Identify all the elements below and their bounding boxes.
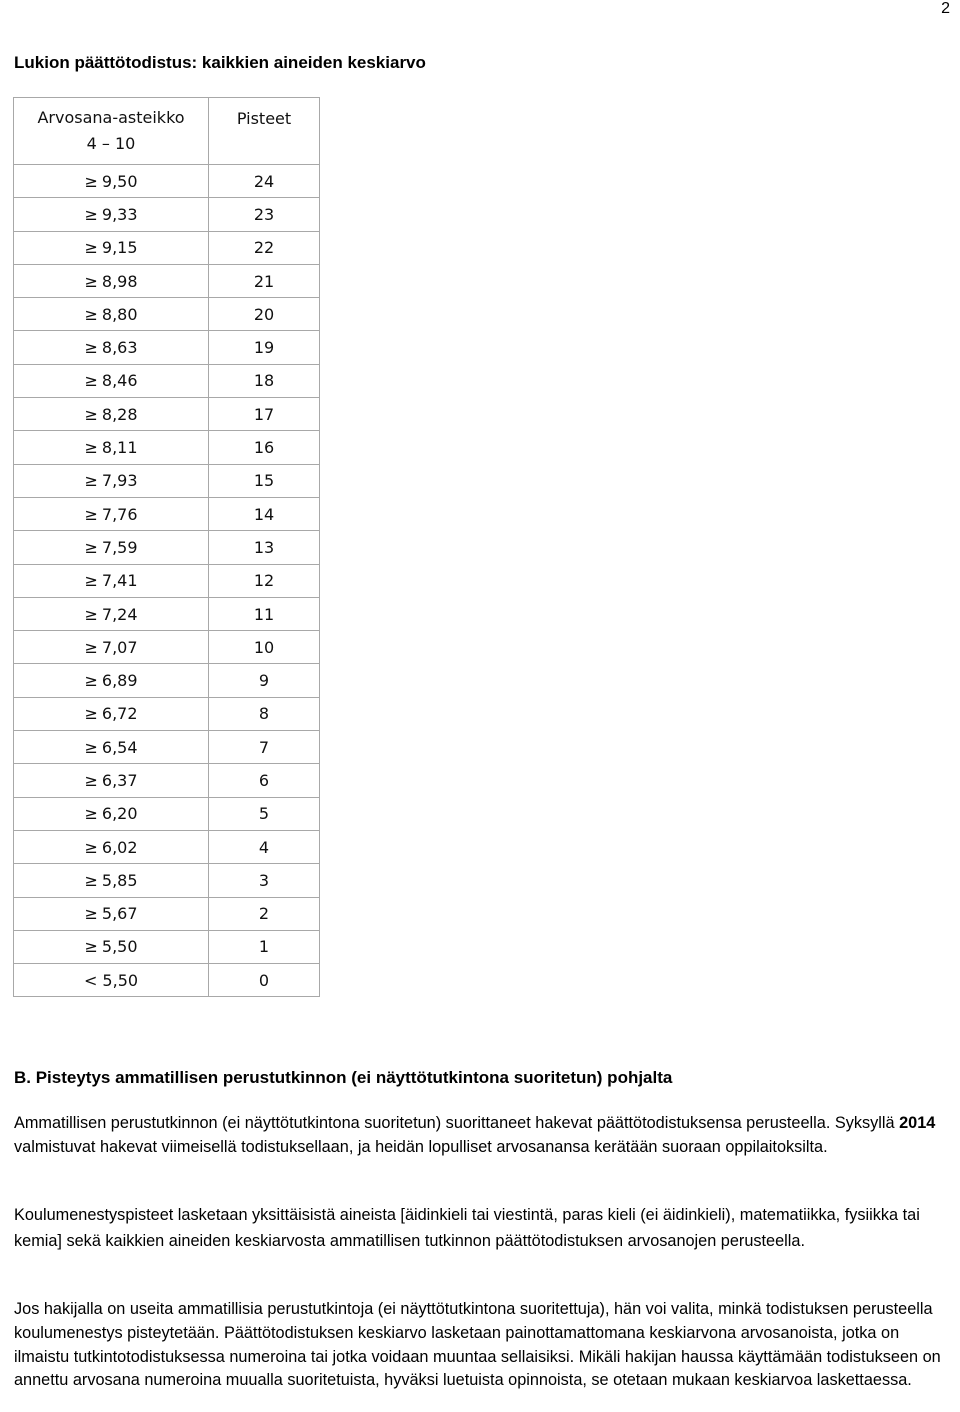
points-cell: 8 bbox=[209, 697, 320, 730]
table-row bbox=[14, 731, 320, 764]
greater-equal-symbol: ≥ bbox=[84, 338, 98, 358]
grade-value: 7,93 bbox=[101, 471, 138, 491]
greater-equal-symbol: ≥ bbox=[84, 537, 98, 557]
points-cell: 10 bbox=[209, 631, 320, 664]
table-row bbox=[14, 664, 320, 697]
table-row bbox=[14, 231, 320, 264]
header-grade-scale-label: Arvosana-asteikko bbox=[37, 108, 185, 127]
grade-value: 8,28 bbox=[101, 404, 138, 424]
points-cell: 2 bbox=[209, 897, 320, 930]
greater-equal-symbol: ≥ bbox=[84, 471, 98, 491]
greater-equal-symbol: ≥ bbox=[84, 171, 98, 191]
grade-value: 6,72 bbox=[101, 704, 138, 724]
greater-equal-symbol: ≥ bbox=[84, 604, 98, 624]
grade-value: 8,98 bbox=[101, 271, 138, 291]
table-header-row bbox=[14, 98, 320, 165]
header-points-label: Pisteet bbox=[236, 109, 292, 128]
greater-equal-symbol: ≥ bbox=[84, 404, 98, 424]
table-row bbox=[14, 697, 320, 730]
grade-cell bbox=[14, 464, 209, 497]
grade-table-body bbox=[14, 165, 320, 997]
grade-cell bbox=[14, 764, 209, 797]
header-grade-scale bbox=[14, 98, 209, 165]
greater-equal-symbol: ≥ bbox=[84, 737, 98, 757]
points-cell: 6 bbox=[209, 764, 320, 797]
points-cell: 14 bbox=[209, 497, 320, 530]
table-row bbox=[14, 431, 320, 464]
grade-cell: < 5,50 bbox=[14, 964, 209, 997]
grade-cell bbox=[14, 930, 209, 963]
grade-value: 8,63 bbox=[101, 338, 138, 358]
points-cell: 21 bbox=[209, 264, 320, 297]
grade-value: 5,85 bbox=[101, 870, 138, 890]
grade-value: 7,59 bbox=[101, 537, 138, 557]
table-row bbox=[14, 564, 320, 597]
points-cell: 7 bbox=[209, 731, 320, 764]
grade-value: 7,24 bbox=[101, 604, 138, 624]
grade-value: 7,41 bbox=[101, 571, 138, 591]
points-cell: 3 bbox=[209, 864, 320, 897]
grade-cell bbox=[14, 864, 209, 897]
paragraph-graduation-basis bbox=[14, 1112, 949, 1159]
greater-equal-symbol: ≥ bbox=[84, 304, 98, 324]
table-row bbox=[14, 398, 320, 431]
table-row bbox=[14, 597, 320, 630]
grade-cell bbox=[14, 731, 209, 764]
table-row bbox=[14, 331, 320, 364]
grade-cell bbox=[14, 631, 209, 664]
points-cell: 20 bbox=[209, 298, 320, 331]
section-b-title: B. Pisteytys ammatillisen perustutkinnon (ei näyttötutkintona suoritetun) pohjalta bbox=[14, 1068, 673, 1087]
table-row bbox=[14, 864, 320, 897]
grade-cell bbox=[14, 198, 209, 231]
greater-equal-symbol: ≥ bbox=[84, 504, 98, 524]
grade-cell bbox=[14, 531, 209, 564]
grade-value: 9,50 bbox=[101, 171, 138, 191]
grade-cell bbox=[14, 331, 209, 364]
grade-cell bbox=[14, 165, 209, 198]
points-cell: 4 bbox=[209, 830, 320, 863]
table-row bbox=[14, 964, 320, 997]
greater-equal-symbol: ≥ bbox=[84, 671, 98, 691]
table-row bbox=[14, 631, 320, 664]
greater-equal-symbol: ≥ bbox=[84, 637, 98, 657]
header-grade-scale-range: 4 – 10 bbox=[86, 134, 136, 153]
points-cell: 24 bbox=[209, 165, 320, 198]
table-row bbox=[14, 797, 320, 830]
grade-value: 9,15 bbox=[101, 238, 138, 258]
section-a-title: Lukion päättötodistus: kaikkien aineiden keskiarvo bbox=[14, 53, 426, 72]
greater-equal-symbol: ≥ bbox=[84, 571, 98, 591]
grade-value: 6,89 bbox=[101, 671, 138, 691]
grade-value: 5,67 bbox=[101, 904, 138, 924]
greater-equal-symbol: ≥ bbox=[84, 371, 98, 391]
paragraph-text: Ammatillisen perustutkinnon (ei näyttötutkintona suoritetun) suorittaneet hakevat päättötodistuksensa perusteella. Syksyllä bbox=[14, 1114, 900, 1132]
grade-value: 8,80 bbox=[101, 304, 138, 324]
table-row bbox=[14, 531, 320, 564]
points-cell: 16 bbox=[209, 431, 320, 464]
grade-value: 9,33 bbox=[101, 204, 138, 224]
points-cell: 15 bbox=[209, 464, 320, 497]
grade-cell bbox=[14, 431, 209, 464]
points-cell: 13 bbox=[209, 531, 320, 564]
points-cell: 23 bbox=[209, 198, 320, 231]
grade-value: 5,50 bbox=[101, 937, 138, 957]
points-cell: 12 bbox=[209, 564, 320, 597]
grade-points-table bbox=[13, 97, 320, 997]
grade-value: 6,54 bbox=[101, 737, 138, 757]
grade-value: 8,46 bbox=[101, 371, 138, 391]
grade-cell bbox=[14, 231, 209, 264]
paragraph-text: valmistuvat hakevat viimeisellä todistuksellaan, ja heidän lopulliset arvosanansa kerätään suoraan oppilaitoksilta. bbox=[14, 1137, 828, 1156]
page-number: 2 bbox=[941, 0, 950, 17]
points-cell: 22 bbox=[209, 231, 320, 264]
greater-equal-symbol: ≥ bbox=[84, 238, 98, 258]
grade-cell bbox=[14, 830, 209, 863]
grade-value: 6,02 bbox=[101, 837, 138, 857]
grade-cell bbox=[14, 697, 209, 730]
grade-cell bbox=[14, 364, 209, 397]
greater-equal-symbol: ≥ bbox=[84, 804, 98, 824]
greater-equal-symbol: ≥ bbox=[84, 204, 98, 224]
table-row bbox=[14, 897, 320, 930]
greater-equal-symbol: ≥ bbox=[84, 770, 98, 790]
table-row bbox=[14, 198, 320, 231]
points-cell: 0 bbox=[209, 964, 320, 997]
grade-value: 7,76 bbox=[101, 504, 138, 524]
table-row bbox=[14, 830, 320, 863]
table-row bbox=[14, 165, 320, 198]
greater-equal-symbol: ≥ bbox=[84, 904, 98, 924]
table-row bbox=[14, 930, 320, 963]
table-row bbox=[14, 364, 320, 397]
paragraph-school-success-points: Koulumenestyspisteet lasketaan yksittäisistä aineista [äidinkieli tai viestintä, paras kieli (ei äidinkieli), matematiikka, fysiikka tai kemia] sekä kaikkien aineiden keskiarvosta ammatillisen tutkinnon päättötodistuksen arvosanojen perusteella. bbox=[14, 1206, 920, 1250]
points-cell: 1 bbox=[209, 930, 320, 963]
points-cell: 18 bbox=[209, 364, 320, 397]
greater-equal-symbol: ≥ bbox=[84, 704, 98, 724]
points-cell: 17 bbox=[209, 398, 320, 431]
grade-value: 8,11 bbox=[101, 438, 138, 458]
greater-equal-symbol: ≥ bbox=[84, 271, 98, 291]
greater-equal-symbol: ≥ bbox=[84, 837, 98, 857]
table-row bbox=[14, 264, 320, 297]
greater-equal-symbol: ≥ bbox=[84, 438, 98, 458]
points-cell: 19 bbox=[209, 331, 320, 364]
grade-cell bbox=[14, 597, 209, 630]
grade-value: 7,07 bbox=[101, 637, 138, 657]
grade-cell bbox=[14, 398, 209, 431]
grade-cell bbox=[14, 797, 209, 830]
grade-value: 6,37 bbox=[101, 770, 138, 790]
points-cell: 9 bbox=[209, 664, 320, 697]
points-cell: 11 bbox=[209, 597, 320, 630]
greater-equal-symbol: ≥ bbox=[84, 870, 98, 890]
grade-cell bbox=[14, 497, 209, 530]
grade-cell bbox=[14, 664, 209, 697]
grade-value: 6,20 bbox=[101, 804, 138, 824]
grade-cell bbox=[14, 564, 209, 597]
table-row bbox=[14, 764, 320, 797]
year-highlight: 2014 bbox=[899, 1114, 936, 1132]
table-row bbox=[14, 497, 320, 530]
grade-cell bbox=[14, 298, 209, 331]
grade-cell bbox=[14, 897, 209, 930]
header-points bbox=[209, 98, 320, 165]
table-row bbox=[14, 298, 320, 331]
paragraph-multiple-degrees: Jos hakijalla on useita ammatillisia perustutkintoja (ei näyttötutkintona suoritettuja), hän voi valita, minkä todistuksen perusteella koulumenestys pisteytetään. Päättötodistuksen keskiarvo lasketaan painottamattomana keskiarvona arvosanoista, jotka on ilmaistu tutkintotodistuksessa numeroina tai jotka voidaan muuntaa sellaisiksi. Mikäli hakijan haussa käyttämään todistukseen on annettu arvosana numeroina muualla suoritetuista, hyväksi luetuista opinnoista, se otetaan mukaan keskiarvoa laskettaessa. bbox=[14, 1300, 941, 1390]
greater-equal-symbol: ≥ bbox=[84, 937, 98, 957]
grade-cell bbox=[14, 264, 209, 297]
points-cell: 5 bbox=[209, 797, 320, 830]
table-row bbox=[14, 464, 320, 497]
